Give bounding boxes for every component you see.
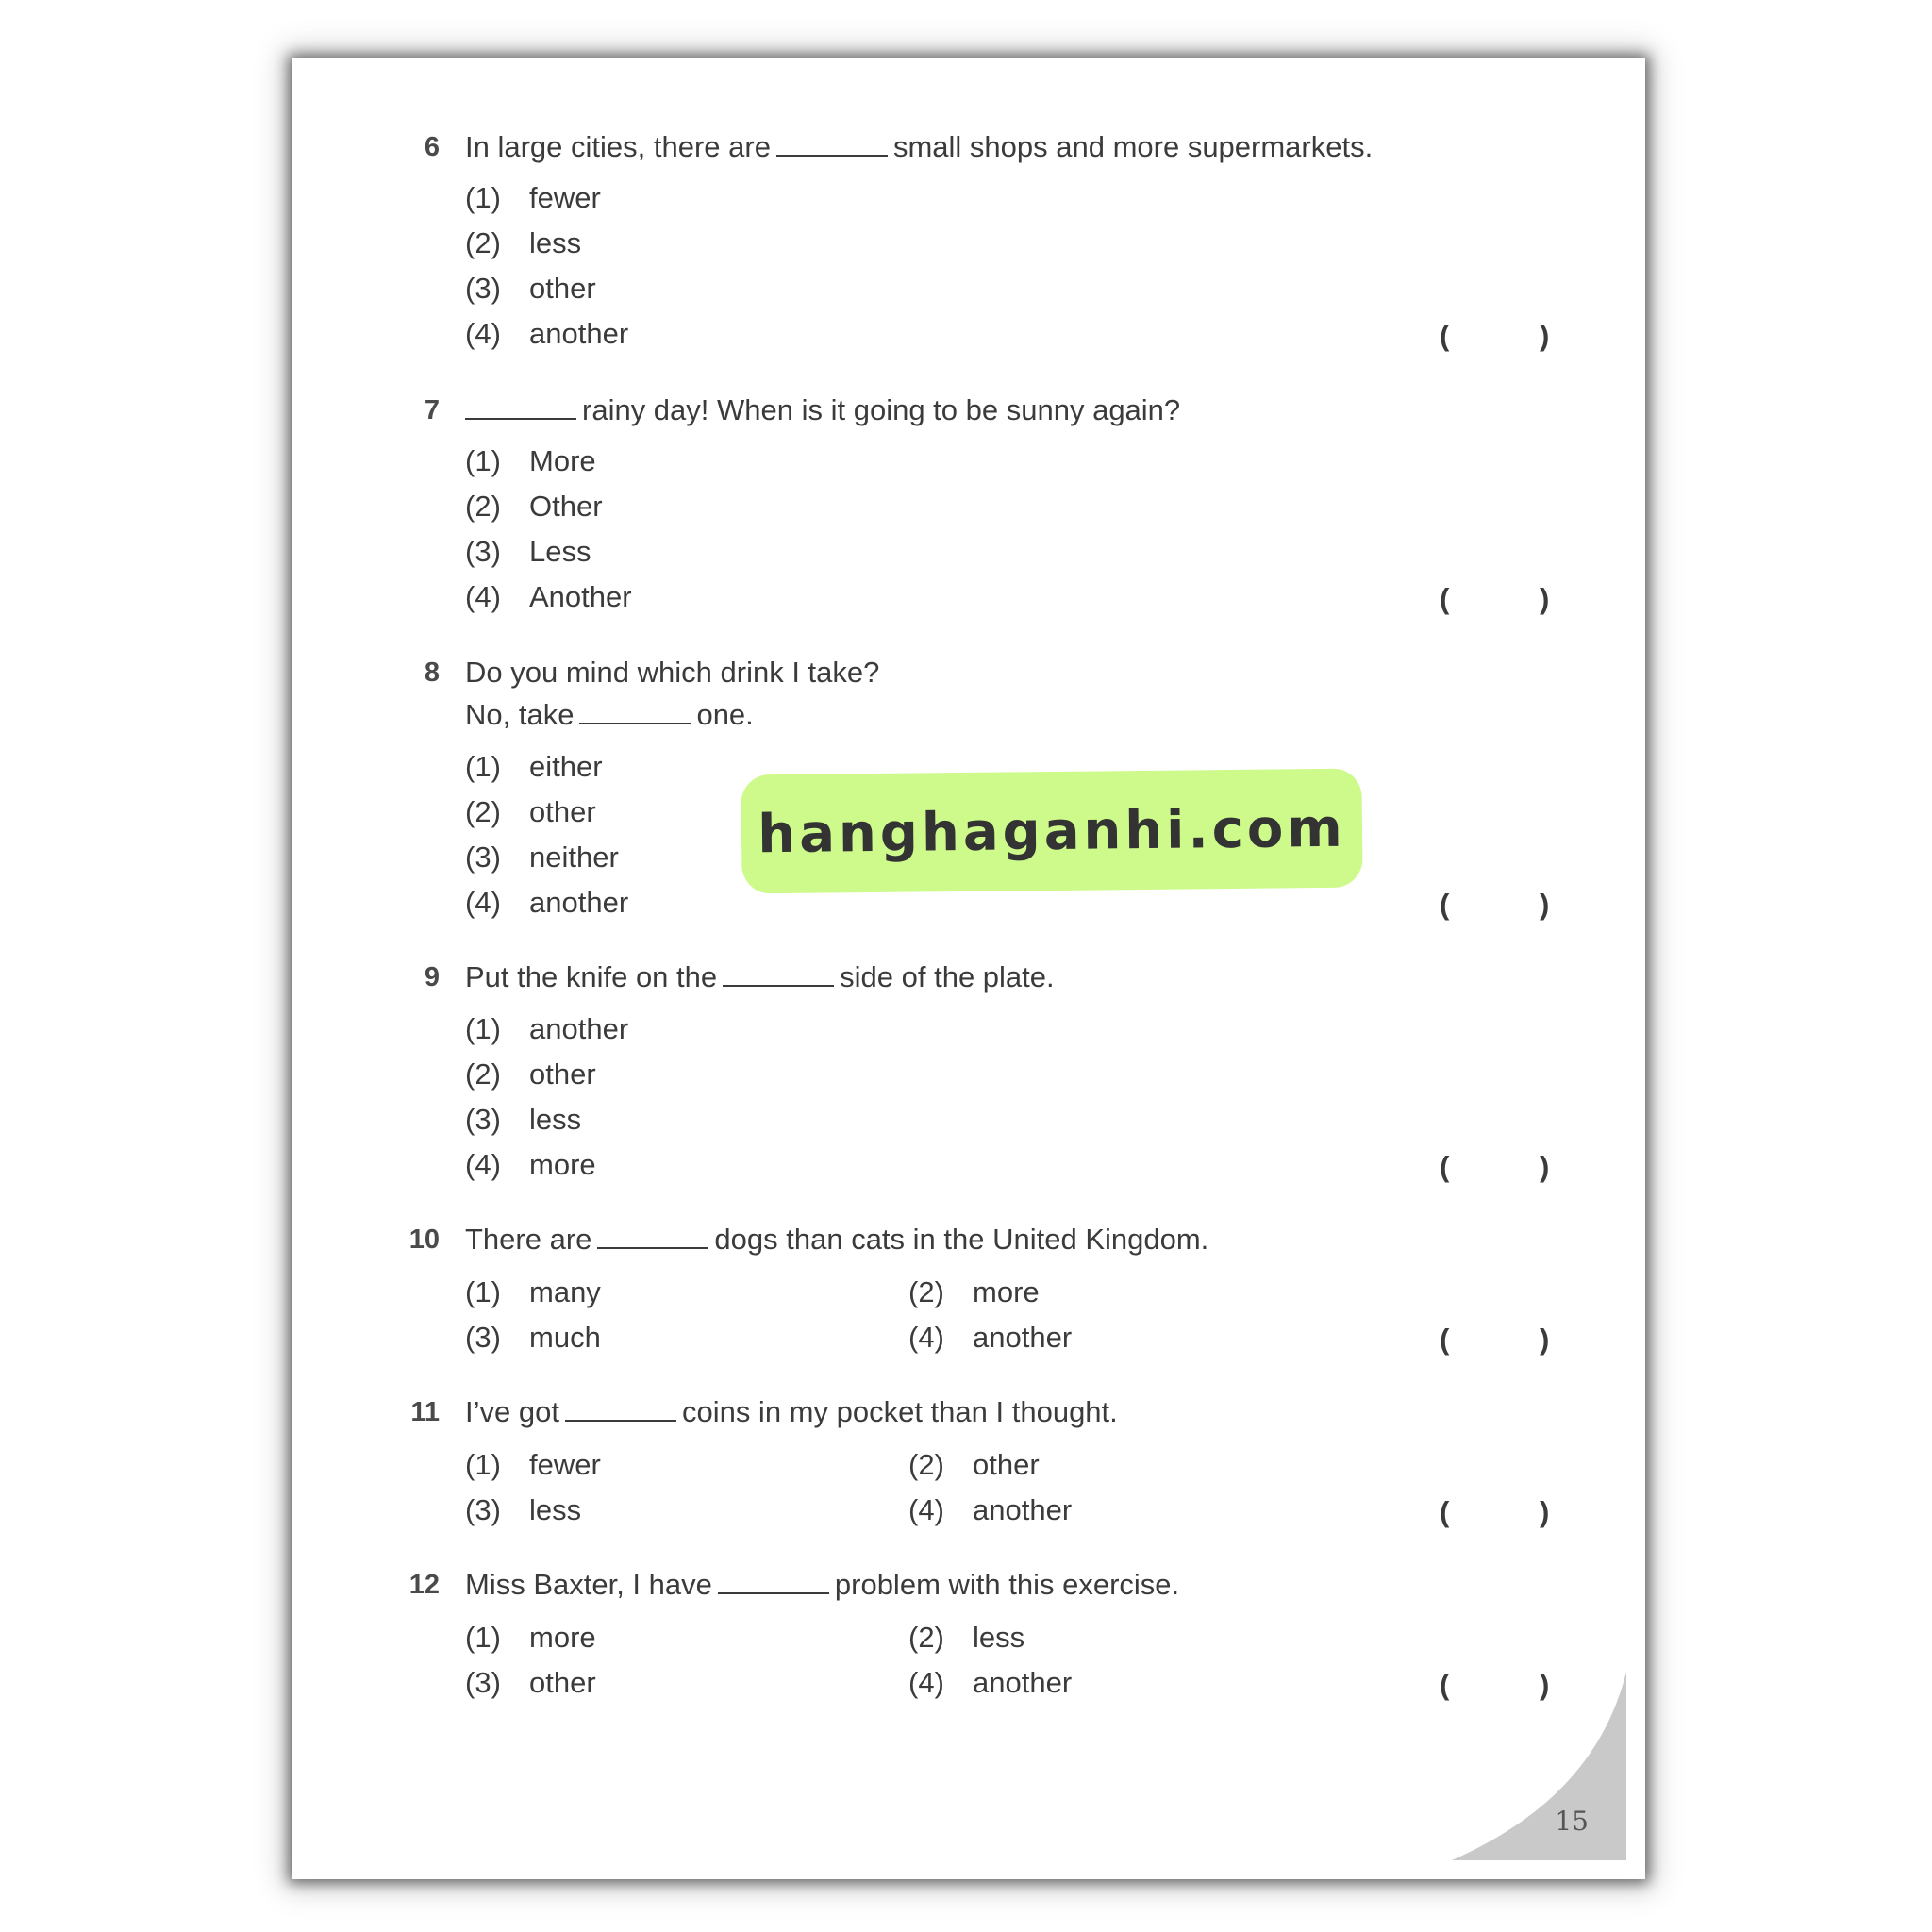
question-number: 9 (424, 962, 440, 992)
option: (2) less (465, 226, 582, 259)
option: (4) Another (465, 580, 632, 613)
answer-bracket[interactable]: ( ) (1440, 1323, 1550, 1356)
answer-bracket[interactable]: ( ) (1440, 582, 1550, 615)
watermark-banner (741, 769, 1362, 894)
option: (3) neither (465, 841, 619, 874)
answer-blank (718, 1568, 829, 1594)
question-number: 12 (408, 1570, 440, 1600)
stem-text: side of the plate. (840, 960, 1055, 993)
stem-text: rainy day! When is it going to be sunny again? (582, 393, 1181, 426)
answer-blank (565, 1395, 676, 1422)
option: (4) another (908, 1321, 1073, 1354)
option: (1) many (465, 1275, 601, 1308)
option: (2) less (908, 1621, 1025, 1654)
answer-blank (465, 393, 576, 420)
option: (2) Other (465, 490, 603, 523)
option: (1) More (465, 444, 596, 477)
worksheet-page (292, 58, 1645, 1879)
answer-blank (776, 130, 888, 157)
question-number: 7 (424, 395, 440, 425)
stem-text: coins in my pocket than I thought. (681, 1395, 1118, 1428)
answer-bracket[interactable]: ( ) (1440, 1150, 1550, 1183)
question-stem-line1: Do you mind which drink I take? (465, 656, 880, 689)
stem-text: No, take (465, 698, 575, 731)
answer-bracket[interactable]: ( ) (1440, 1495, 1550, 1528)
question-stem (465, 393, 1180, 427)
option: (4) another (908, 1666, 1073, 1699)
answer-blank (579, 698, 691, 724)
option: (3) less (465, 1493, 582, 1526)
question-stem-line2 (465, 698, 754, 732)
answer-blank (597, 1223, 708, 1249)
answer-bracket[interactable]: ( ) (1440, 1668, 1550, 1701)
question-number: 10 (408, 1224, 440, 1255)
answer-bracket[interactable]: ( ) (1440, 888, 1550, 921)
option: (1) fewer (465, 1448, 601, 1481)
option: (3) other (465, 1666, 596, 1699)
option: (3) much (465, 1321, 601, 1354)
option: (1) either (465, 750, 603, 783)
stem-text: dogs than cats in the United Kingdom. (714, 1223, 1209, 1256)
option: (2) other (465, 795, 596, 828)
stem-text: In large cities, there are (465, 130, 771, 163)
watermark-text: hanghaganhi.com (757, 797, 1347, 865)
stem-text: one. (696, 698, 754, 731)
page-curl-corner (1452, 1672, 1626, 1860)
stem-text: Miss Baxter, I have (465, 1568, 712, 1601)
option: (4) another (465, 317, 629, 350)
option: (1) more (465, 1621, 596, 1654)
stem-text: Put the knife on the (465, 960, 718, 993)
option: (3) Less (465, 535, 591, 568)
question-stem (465, 1395, 1118, 1429)
option: (1) fewer (465, 181, 601, 214)
option: (3) other (465, 272, 596, 305)
question-stem (465, 960, 1055, 994)
option: (2) more (908, 1275, 1040, 1308)
option: (2) other (465, 1058, 596, 1091)
option: (1) another (465, 1012, 629, 1045)
stem-text: problem with this exercise. (834, 1568, 1180, 1601)
option: (4) more (465, 1148, 596, 1181)
answer-bracket[interactable]: ( ) (1440, 319, 1550, 352)
question-stem (465, 1223, 1208, 1257)
question-stem (465, 1568, 1179, 1602)
question-number: 8 (424, 658, 440, 688)
answer-blank (723, 960, 834, 987)
question-number: 11 (410, 1397, 440, 1427)
option: (4) another (908, 1493, 1073, 1526)
question-number: 6 (424, 132, 440, 162)
question-stem (465, 130, 1373, 164)
stem-text: There are (465, 1223, 592, 1256)
page-number: 15 (1555, 1806, 1589, 1837)
option: (2) other (908, 1448, 1040, 1481)
option: (4) another (465, 886, 629, 919)
stem-text: I’ve got (465, 1395, 559, 1428)
option: (3) less (465, 1103, 582, 1136)
stem-text: small shops and more supermarkets. (892, 130, 1374, 163)
